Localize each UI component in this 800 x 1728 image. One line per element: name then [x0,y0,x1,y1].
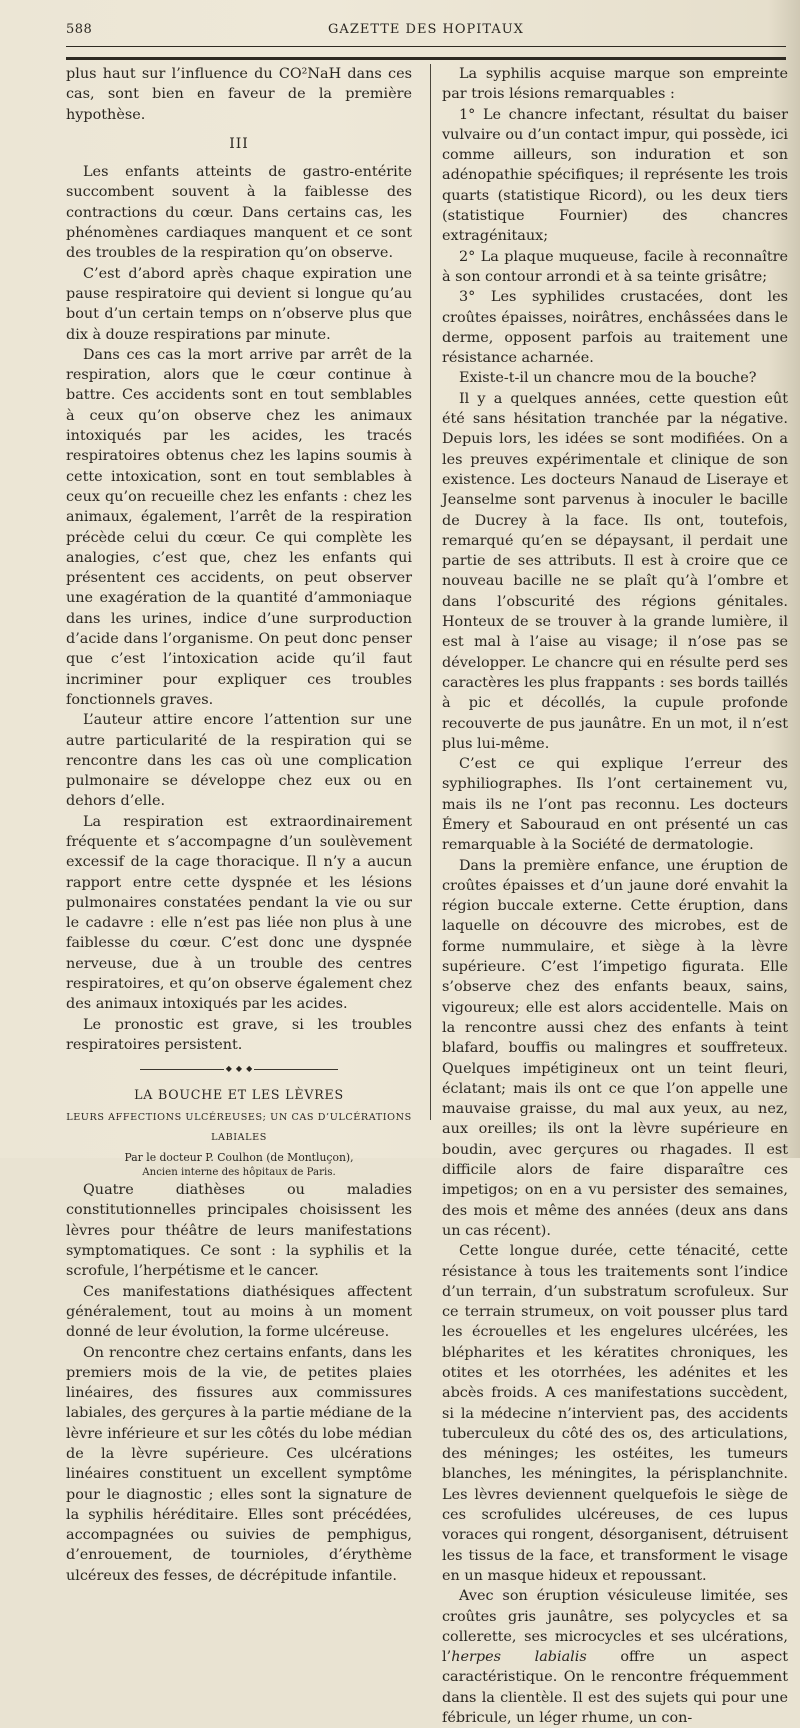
paragraph: 1° Le chancre infectant, résultat du baiser vulvaire ou d’un contact impur, qui possède, ici comme ailleurs, son induration et son adénopathie spécifiques; il représente les trois quarts (statistique Ricord), ou les deux tiers (statistique Fournier) des chancres extragénitaux; [442,106,788,245]
text-run: Avec son éruption vésiculeuse limitée, ses croûtes gris jaunâtre, ses polycycles et sa collerette, ses microcycles et ses ulcérations, l’ [442,1588,788,1666]
paragraph: Dans ces cas la mort arrive par arrêt de la respiration, alors que le cœur continue à battre. Ces accidents sont en tout semblables à ceux qu’on observe chez les animaux intoxiqués par les acides, les tracés respiratoires obtenus chez les lapins soumis à cette intoxication, sont en tout semblables à ceux qu’on recueille chez les enfants : chez les animaux, également, l’arrêt de la respiration précède celui du cœur. Ce qui complète les analogies, c’est que, chez les enfants qui présentent ces accidents, on peut observer une exagération de la quantité d’ammoniaque dans les urines, indice d’une surproduction d’acide dans l’organisme. On peut donc penser que c’est l’intoxication acide qu’il faut incriminer pour expliquer ces troubles fonctionnels graves. [66,346,412,708]
header-rule-thin [66,46,786,47]
author-affiliation: Ancien interne des hôpitaux de Paris. [142,1167,336,1179]
paragraph: 3° Les syphilides crustacées, dont les croûtes épaisses, noirâtres, enchâssées dans le derme, opposent parfois au traitement une résistance acharnée. [442,289,788,367]
header-rule-thick [66,57,786,60]
page-header [66,22,786,42]
article-subtitle: LEURS AFFECTIONS ULCÉREUSES; UN CAS D’ULCÉRATIONS LABIALES [66,1111,412,1143]
separator-ornament: ◆ [225,1064,232,1074]
byline: Par le docteur P. Coulhon (de Montluçon), [124,1151,354,1165]
paragraph: C’est d’abord après chaque expiration une pause respiratoire qui devient si longue qu’au bout d’un certain temps on n’observe plus que dix à douze respirations par minute. [66,265,412,343]
right-column [442,64,788,1728]
paragraph [442,1586,788,1728]
paragraph: Cette longue durée, cette ténacité, cette résistance à tous les traitements sont l’indice d’un terrain, d’un substratum scrofuleux. Sur ce terrain strumeux, on voit pousser plus tard les écrouelles et les engelures ulcérées, les blépharites et les kératites chroniques, les otites et les otorrhées, les adénites et les abcès froids. A ces manifestations succèdent, si la médecine n’intervient pas, des accidents tuberculeux du côté des os, des articulations, des méninges; les ostéites, les tumeurs blanches, les méningites, la périsplanchnite. Les lèvres deviennent quelquefois le siège de ces scrofulides ulcéreuses, de ces lupus voraces qui rongent, désorganisent, détruisent les tissus de la face, et transforment le visage en un masque hideux et repoussant. [442,1243,788,1584]
paragraph: Quatre diathèses ou maladies constitutionnelles principales choisissent les lèvres pour théâtre de leurs manifestations symptomatiques. Ce sont : la syphilis et la scrofule, l’herpétisme et le cancer. [66,1182,412,1280]
paragraph: La syphilis acquise marque son empreinte par trois lésions remarquables : [442,66,788,103]
paragraph: On rencontre chez certains enfants, dans les premiers mois de la vie, de petites plaies linéaires, des fissures aux commissures labiales, des gerçures à la partie médiane de la lèvre inférieure et sur les côtés du lobe médian de la lèvre supérieure. Ces ulcérations linéaires constituent un excellent symptôme pour le diagnostic ; elles sont la signature de la syphilis héréditaire. Elles sont précédées, accompagnées ou suivies de pemphigus, d’enrouement, de tournioles, d’érythème ulcéreux des fesses, de décrépitude infantile. [66,1344,412,1584]
italic-term: herpes labialis [451,1649,587,1666]
paragraph: Ces manifestations diathésiques affectent généralement, tout au moins à un moment donné de leur évolution, la forme ulcéreuse. [66,1283,412,1341]
page-number: 588 [66,22,93,37]
paragraph: L’auteur attire encore l’attention sur une autre particularité de la respiration qui se rencontre dans les cas où une complication pulmonaire se développe chez eux ou en dehors d’elle. [66,712,412,810]
paragraph: Existe-t-il un chancre mou de la bouche? [459,370,757,387]
section-number: III [229,135,249,152]
journal-title: GAZETTE DES HOPITAUX [328,22,524,37]
separator-line [254,1069,338,1070]
section-separator [66,1065,412,1073]
left-column [66,64,412,1586]
paragraph: La respiration est extraordinairement fréquente et s’accompagne d’un soulèvement excessif de la cage thoracique. Il n’y a aucun rapport entre cette dyspnée et les lésions pulmonaires constatées pendant la vie ou sur le cadavre : elle n’est pas liée non plus à une faiblesse du cœur. C’est donc une dyspnée nerveuse, due à un trouble des centres respiratoires, et qu’on observe également chez des animaux intoxiqués par les acides. [66,813,412,1013]
separator-ornament: ◆ [246,1064,253,1074]
separator-ornament: ◆ [235,1064,243,1074]
separator-line [140,1069,224,1070]
paragraph: 2° La plaque muqueuse, facile à reconnaître à son contour arrondi et à sa teinte grisâtre; [442,248,788,285]
paragraph: Le pronostic est grave, si les troubles respiratoires persistent. [66,1016,412,1053]
article-title: LA BOUCHE ET LES LÈVRES [134,1087,344,1103]
paragraph: Dans la première enfance, une éruption de croûtes épaisses et d’un jaune doré envahit la région buccale externe. Cette éruption, dans laquelle on découvre des microbes, est de forme nummulaire, et siège à la lèvre supérieure. C’est l’impetigo figurata. Elle s’observe chez des enfants beaux, sains, vigoureux; elle est alors accidentelle. Mais on la rencontre aussi chez des enfants à teint blafard, bouffis ou malingres et souffreteux. Quelques impétigineux ont un teint fleuri, éclatant; mais ils ont ce que l’on appelle une mauvaise graisse, du mal aux yeux, au nez, aux oreilles; ils ont la lèvre supérieure en boudin, avec gerçures ou rhagades. Il est difficile alors de faire disparaître ces impetigos; on en a vu persister des semaines, des mois et même des années (deux ans dans un cas récent). [442,857,788,1239]
paragraph: plus haut sur l’influence du CO²NaH dans ces cas, sont bien en faveur de la première hypothèse. [66,66,412,123]
paragraph: Les enfants atteints de gastro-entérite succombent souvent à la faiblesse des contractions du cœur. Dans certains cas, les phénomènes cardiaques manquent et ce sont des troubles de la respiration qu’on observe. [66,164,412,262]
paragraph: Il y a quelques années, cette question eût été sans hésitation tranchée par la négative. Depuis lors, les idées se sont modifiées. On a les preuves expérimentale et clinique de son existence. Les docteurs Nanaud de Liseraye et Jeanselme sont parvenus à inoculer le bacille de Ducrey à la face. Ils ont, toutefois, remarqué qu’en se dépaysant, il perdait une partie de ses attributs. Il est à croire que ce nouveau bacille ne se plaît qu’à l’ombre et dans l’obscurité des régions génitales. Honteux de se trouver à la grande lumière, il est mal à l’aise au visage; il n’ose pas se développer. Le chancre qui en résulte perd ses caractères les plus frappants : ses bords taillés à pic et décollés, la cupule profonde recouverte de pus jaunâtre. En un mot, il n’est plus lui-même. [442,390,788,752]
paragraph: C’est ce qui explique l’erreur des syphiliographes. Ils l’ont certainement vu, mais ils ne l’ont pas reconnu. Les docteurs Émery et Sabouraud en ont présenté un cas remarquable à la Société de dermatologie. [442,756,788,854]
column-divider [430,64,431,1120]
text-run: offre un aspect caractéristique. On le rencontre fréquemment dans la clientèle. Il est des sujets qui pour une fébricule, un léger rhume, un con- [442,1649,788,1727]
